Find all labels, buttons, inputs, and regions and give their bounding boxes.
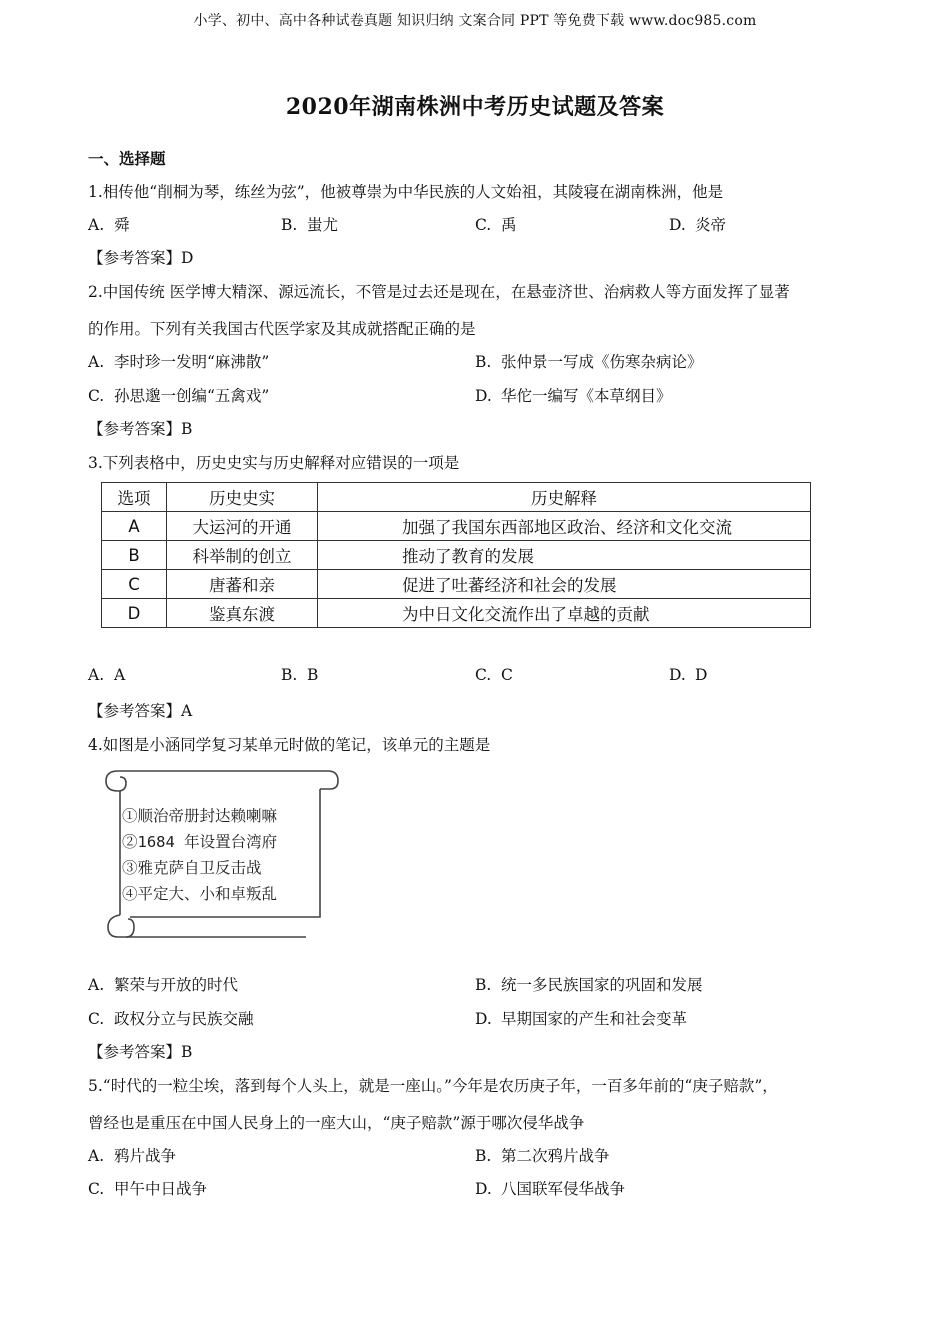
q4-option-d: D. 早期国家的产生和社会变革 [475, 1010, 688, 1028]
table-cell-fact: 大运河的开通 [167, 512, 318, 541]
table-cell-option: D [102, 599, 167, 628]
q4-option-a: A. 繁荣与开放的时代 [88, 976, 239, 994]
note-lines [122, 803, 277, 907]
q1-option-c: C. 禹 [475, 216, 517, 234]
question-4-stem: 4.如图是小涵同学复习某单元时做的笔记，该单元的主题是 [88, 736, 491, 754]
history-table [101, 482, 811, 628]
table-cell-option: A [102, 512, 167, 541]
table-header-row [102, 483, 811, 512]
table-cell-option: B [102, 541, 167, 570]
q2-option-c: C. 孙思邈一创编“五禽戏” [88, 387, 270, 405]
table-header-option: 选项 [102, 483, 167, 512]
note-line: ③雅克萨自卫反击战 [122, 859, 262, 877]
scroll-note-figure [96, 765, 341, 940]
note-line: ①顺治帝册封达赖喇嘛 [122, 807, 278, 825]
question-5-stem-line2: 曾经也是重压在中国人民身上的一座大山，“庚子赔款”源于哪次侵华战争 [88, 1114, 585, 1132]
q1-option-b: B. 蚩尤 [281, 216, 339, 234]
q3-option-c: C. C [475, 666, 513, 684]
q3-answer: 【参考答案】A [88, 702, 193, 720]
table-header-explanation: 历史解释 [318, 483, 811, 512]
q1-option-a: A. 舜 [88, 216, 130, 234]
table-cell-explanation: 促进了吐蕃经济和社会的发展 [318, 570, 811, 599]
table-row [102, 570, 811, 599]
table-cell-fact: 科举制的创立 [167, 541, 318, 570]
q4-answer: 【参考答案】B [88, 1043, 193, 1061]
table-cell-explanation: 推动了教育的发展 [318, 541, 811, 570]
q5-option-c: C. 甲午中日战争 [88, 1180, 208, 1198]
q1-option-d: D. 炎帝 [669, 216, 727, 234]
table-header-fact: 历史史实 [167, 483, 318, 512]
note-line: ④平定大、小和卓叛乱 [122, 885, 278, 903]
question-1-stem: 1.相传他“削桐为琴，练丝为弦”，他被尊崇为中华民族的人文始祖，其陵寝在湖南株洲，他是 [88, 183, 724, 201]
table-cell-fact: 唐蕃和亲 [167, 570, 318, 599]
q1-answer: 【参考答案】D [88, 249, 194, 267]
q3-option-d: D. D [669, 666, 708, 684]
q5-option-b: B. 第二次鸦片战争 [475, 1147, 610, 1165]
table-row [102, 512, 811, 541]
q2-option-b: B. 张仲景一写成《伤寒杂病论》 [475, 353, 703, 371]
table-row [102, 599, 811, 628]
table-row [102, 541, 811, 570]
section-heading: 一、选择题 [88, 149, 166, 168]
q4-option-b: B. 统一多民族国家的巩固和发展 [475, 976, 703, 994]
table-cell-fact: 鉴真东渡 [167, 599, 318, 628]
page-header: 小学、初中、高中各种试卷真题 知识归纳 文案合同 PPT 等免费下载 www.doc985.com [193, 13, 757, 29]
question-3-stem: 3.下列表格中，历史史实与历史解释对应错误的一项是 [88, 454, 460, 472]
question-2-stem-line2: 的作用。下列有关我国古代医学家及其成就搭配正确的是 [88, 320, 476, 338]
table-cell-explanation: 加强了我国东西部地区政治、经济和文化交流 [318, 512, 811, 541]
q5-option-a: A. 鸦片战争 [88, 1147, 177, 1165]
table-cell-option: C [102, 570, 167, 599]
q2-option-d: D. 华佗一编写《本草纲目》 [475, 387, 672, 405]
q2-option-a: A. 李时珍一发明“麻沸散” [88, 353, 270, 371]
q3-option-b: B. B [281, 666, 319, 684]
question-2-stem-line1: 2.中国传统 医学博大精深、源远流长，不管是过去还是现在，在悬壶济世、治病救人等方面发挥了显著 [88, 283, 790, 301]
question-5-stem-line1: 5.“时代的一粒尘埃，落到每个人头上，就是一座山。”今年是农历庚子年，一百多年前的“庚子赔款”， [88, 1077, 778, 1095]
note-line: ②1684 年设置台湾府 [122, 833, 278, 851]
q2-answer: 【参考答案】B [88, 420, 193, 438]
table-cell-explanation: 为中日文化交流作出了卓越的贡献 [318, 599, 811, 628]
page-title: 2020年湖南株洲中考历史试题及答案 [285, 94, 665, 120]
q5-option-d: D. 八国联军侵华战争 [475, 1180, 626, 1198]
q3-option-a: A. A [88, 666, 126, 684]
q4-option-c: C. 政权分立与民族交融 [88, 1010, 254, 1028]
